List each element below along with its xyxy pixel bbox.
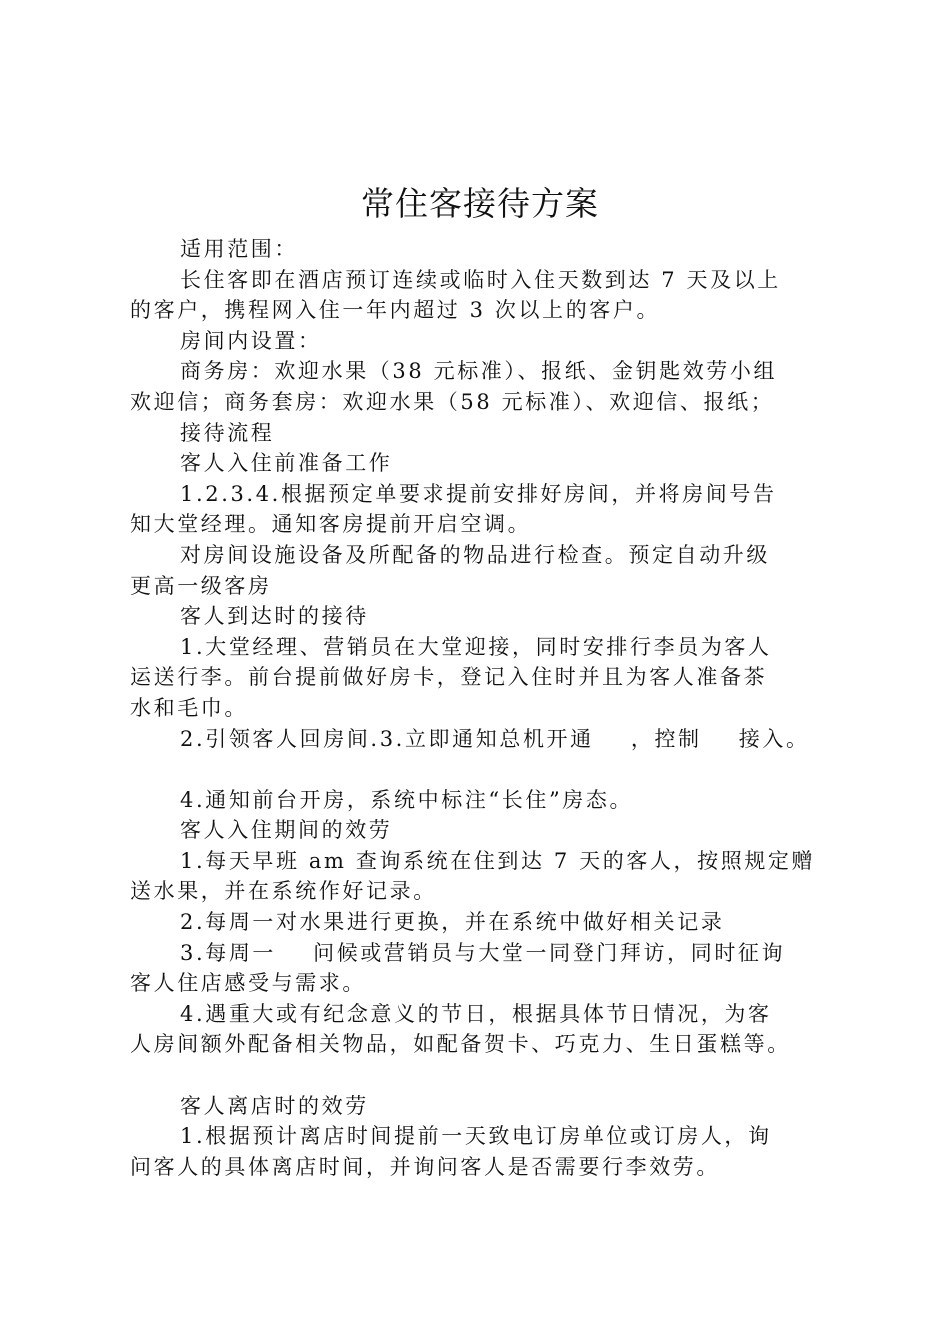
- paragraph-line: 问客人的具体离店时间，并询问客人是否需要行李效劳。: [130, 1154, 720, 1179]
- subsection-heading-during-stay: 客人入住期间的效劳: [180, 818, 393, 843]
- paragraph-line: 对房间设施设备及所配备的物品进行检查。预定自动升级: [180, 542, 770, 567]
- section-heading-room-setup: 房间内设置：: [180, 328, 322, 353]
- section-heading-scope: 适用范围：: [180, 237, 298, 261]
- paragraph-line: 2.每周一对水果进行更换，并在系统中做好相关记录: [180, 910, 725, 935]
- paragraph-line: 长住客即在酒店预订连续或临时入住天数到达 7 天及以上: [180, 267, 781, 292]
- paragraph-line: 3.每周一 问候或营销员与大堂一同登门拜访，同时征询: [180, 940, 786, 965]
- paragraph-line: 送水果，并在系统作好记录。: [130, 879, 437, 904]
- subsection-heading-before-arrival: 客人入住前准备工作: [180, 451, 393, 476]
- paragraph-line: 4.通知前台开房，系统中标注“长住”房态。: [180, 787, 634, 812]
- paragraph-line: 2.引领客人回房间.3.立即通知总机开通 ，控制 接入。: [180, 726, 810, 751]
- paragraph-line: 商务房：欢迎水果（38 元标准）、报纸、金钥匙效劳小组: [180, 359, 778, 384]
- paragraph-line: 知大堂经理。通知客房提前开启空调。: [130, 512, 532, 537]
- paragraph-line: 1.每天早班 am 查询系统在住到达 7 天的客人，按照规定赠: [180, 848, 816, 873]
- paragraph-line: 客人住店感受与需求。: [130, 971, 366, 996]
- blank-line: [130, 1060, 830, 1091]
- paragraph-line: 人房间额外配备相关物品，如配备贺卡、巧克力、生日蛋糕等。: [130, 1032, 791, 1057]
- paragraph-line: 4.遇重大或有纪念意义的节日，根据具体节日情况，为客: [180, 1001, 772, 1026]
- paragraph-line: 的客户，携程网入住一年内超过 3 次以上的客户。: [130, 298, 661, 323]
- subsection-heading-arrival: 客人到达时的接待: [180, 604, 369, 629]
- paragraph-line: 1.大堂经理、营销员在大堂迎接，同时安排行李员为客人: [180, 634, 772, 659]
- blank-line: [130, 754, 830, 785]
- document-page: [130, 180, 830, 1182]
- paragraph-line: 运送行李。前台提前做好房卡，登记入住时并且为客人准备茶: [130, 665, 768, 690]
- paragraph-line: 更高一级客房: [130, 573, 272, 598]
- paragraph-line: 1.2.3.4.根据预定单要求提前安排好房间，并将房间号告: [180, 481, 777, 506]
- section-heading-process: 接待流程: [180, 420, 275, 445]
- paragraph-line: 欢迎信；商务套房：欢迎水果（58 元标准）、欢迎信、报纸；: [130, 389, 775, 414]
- paragraph-line: 水和毛巾。: [130, 695, 248, 720]
- subsection-heading-departure: 客人离店时的效劳: [180, 1093, 369, 1118]
- document-title: 常住客接待方案: [361, 184, 599, 223]
- paragraph-line: 1.根据预计离店时间提前一天致电订房单位或订房人，询: [180, 1124, 772, 1149]
